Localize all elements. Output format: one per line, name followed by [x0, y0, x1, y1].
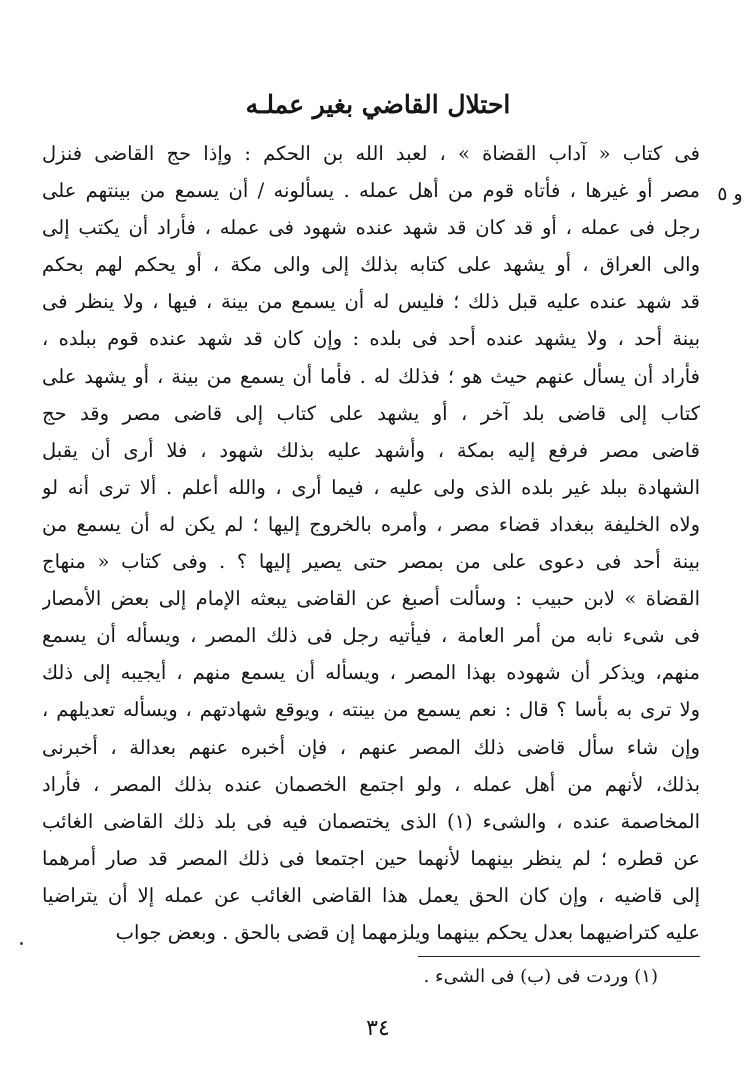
text-line: قد شهد عنده عليه قبل ذلك ؛ فليس له أن يسمع من بينة ، فيها ، ولا ينظر فى: [42, 290, 700, 314]
body-text: [42, 135, 700, 951]
page-title: احتلال القاضي بغير عملـه: [245, 90, 511, 119]
text-line: بينة أحد فى دعوى على من بمصر حتى يصير إليها ؟ . وفى كتاب « منهاج: [42, 550, 700, 574]
text-line: فأراد أن يسأل عنهم حيث هو ؛ فذلك له . فأما أن يسمع من بينة ، أو يشهد على: [42, 364, 700, 388]
text-line: فى كتاب « آداب القضاة » ، لعبد الله بن الحكم : وإذا حج القاضى فنزل: [42, 142, 700, 165]
text-line: المخاصمة عنده ، والشىء (١) الذى يختصمان فيه فى بلد ذلك القاضى الغائب: [42, 809, 700, 833]
text-line: كتاب إلى قاضى بلد آخر ، أو يشهد على كتاب إلى قاضى مصر وقد حج: [42, 401, 700, 425]
text-line: مصر أو غيرها ، فأتاه قوم من أهل عمله . يسألونه / أن يسمع من بينتهم على: [42, 179, 700, 203]
text-line: ولا ترى به بأسا ؟ قال : نعم يسمع من بينته ، ويوقع شهادتهم ، ويسأله تعديلهم ،: [42, 698, 700, 722]
text-line: ولاه الخليفة ببغداد قضاء مصر ، وأمره بالخروج إليها ؛ لم يكن له أن يسمع من: [42, 512, 700, 536]
text-line: القضاة » لابن حبيب : وسألت أصبغ عن القاضى يبعثه الإمام إلى بعض الأمصار: [42, 587, 700, 611]
text-line: عليه كتراضيهما بعدل يحكم بينهما ويلزمهما إن قضى بالحق . وبعض جواب: [115, 920, 700, 944]
text-line: منهم، ويذكر أن شهوده بهذا المصر ، ويسأله أن يسمع منهم ، أيجيبه إلى ذلك: [42, 661, 700, 685]
text-line: الشهادة ببلد غير بلده الذى ولى عليه ، فيما أرى ، والله أعلم . ألا ترى أنه لو: [42, 475, 700, 499]
text-line: رجل فى عمله ، أو قد كان قد شهد عنده شهود فى عمله ، فأراد أن يكتب إلى: [42, 216, 700, 240]
text-line: والى العراق ، أو يشهد على كتابه بذلك إلى والى مكة ، أو يحكم لهم بحكم: [42, 253, 700, 277]
text-line: بذلك، لأنهم من أهل عمله ، ولو اجتمع الخصمان عنده بذلك المصر ، فأراد: [42, 772, 700, 796]
margin-dot: [20, 942, 23, 945]
text-line: وإن شاء سأل قاضى ذلك المصر عنهم ، فإن أخبره عنهم بعدالة ، أخبرنى: [42, 735, 700, 759]
margin-reference: و ٥: [717, 183, 743, 205]
text-line: إلى قاضيه ، وإن كان الحق يعمل هذا القاضى الغائب عن عمله إلا أن يتراضيا: [42, 883, 700, 907]
text-line: عن قطره ؛ لم ينظر بينهما لأنهما حين اجتمعا فى ذلك المصر قد صار أمرهما: [42, 846, 700, 870]
page-number: ٣٤: [366, 1016, 390, 1041]
text-line: قاضى مصر فرفع إليه بمكة ، وأشهد عليه بذلك شهود ، فلا أرى أن يقبل: [42, 438, 700, 462]
footnote-divider: [418, 956, 700, 957]
footnote: (١) وردت فى (ب) فى الشىء .: [423, 966, 658, 987]
text-line: فى شىء نابه من أمر العامة ، فيأتيه رجل فى ذلك المصر ، ويسأله أن يسمع: [42, 624, 700, 648]
text-line: بينة أحد ، ولا يشهد عنده أحد فى بلده : وإن كان قد شهد عنده قوم ببلده ،: [42, 327, 700, 351]
